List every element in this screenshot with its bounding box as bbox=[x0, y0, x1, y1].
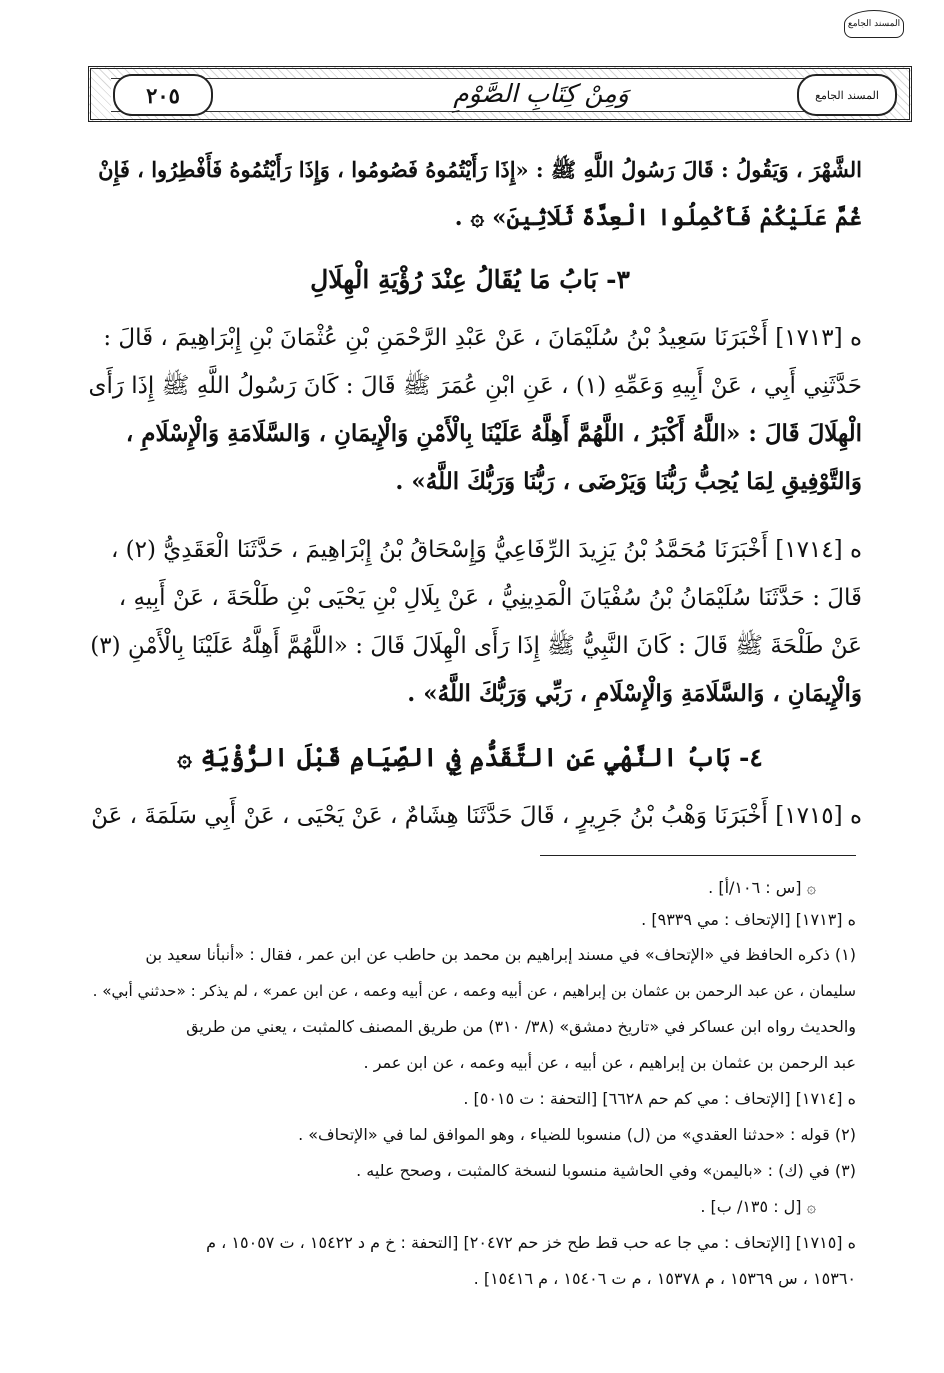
intro-line-2: غُمَّ عَلَيْكُمْ فَأَكْمِلُوا الْعِدَّةَ ثَلَاثِينَ» ۞ . bbox=[454, 204, 862, 231]
footnote-1715-ref-line-2: ١٥٣٦٠ ، س ١٥٣٦٩ ، م ١٥٣٧٨ ، م ت ١٥٤٠٦ ، م ١٥٤١٦] . bbox=[473, 1269, 856, 1288]
hadith-1713-line-4: وَالتَّوْفِيقِ لِمَا يُحِبُّ رَبُّنَا وَيَرْضَى ، رَبُّنَا وَرَبُّكَ اللَّهُ» . bbox=[395, 468, 862, 495]
footnote-1713-ref: ه [١٧١٣] [الإتحاف : مي ٩٣٣٩] . bbox=[641, 910, 856, 929]
hadith-1715-line-1: ه [١٧١٥] أَخْبَرَنَا وَهْبُ بْنُ جَرِيرٍ ، قَالَ حَدَّثَنَا هِشَامٌ ، عَنْ يَحْيَى ، عَنْ أَبِي سَلَمَةَ ، عَنْ bbox=[91, 803, 862, 829]
publisher-emblem: المسند الجامع bbox=[844, 10, 904, 38]
chapter-4-heading: ٤- بَابُ النَّهْيِ عَنِ التَّقَدُّمِ فِي الصِّيَامِ قَبْلَ الرُّؤْيَةِ ۞ bbox=[177, 743, 763, 772]
footnote-1715-ref-line-1: ه [١٧١٥] [الإتحاف : مي جا عه حب قط طح خز حم ٢٠٤٧٢] [التحفة : خ م د ١٥٤٢٢ ، ت ١٥٠٥٧ ، م bbox=[206, 1233, 856, 1252]
hadith-1714-line-3: عَنْ طَلْحَةَ ﷺ قَالَ : كَانَ النَّبِيُّ ﷺ إِذَا رَأَى الْهِلَالَ قَالَ : «اللَّهُمَّ أَهِلَّهُ عَلَيْنَا بِالْأَمْنِ (٣) bbox=[90, 633, 862, 659]
footnote-divider bbox=[540, 855, 856, 856]
intro-line-1: الشَّهْرَ ، وَيَقُولُ : قَالَ رَسُولُ اللَّهِ ﷺ : «إِذَا رَأَيْتُمُوهُ فَصُومُوا ، وَإِذَا رَأَيْتُمُوهُ فَأَفْطِرُوا ، فَإِنْ bbox=[98, 157, 862, 182]
footnote-2: (٢) قوله : «حدثنا العقدي» من (ل) منسوبا للضياء ، وهو الموافق لما في «الإتحاف» . bbox=[298, 1125, 856, 1144]
hadith-1713-line-2: حَدَّثَنِي أَبِي ، عَنْ أَبِيهِ وَعَمِّهِ (١) ، عَنِ ابْنِ عُمَرَ ﷺ قَالَ : كَانَ رَسُولُ اللَّهِ ﷺ إِذَا رَأَى bbox=[88, 373, 862, 399]
footnote-1-line-1: (١) ذكره الحافظ في «الإتحاف» في مسند إبراهيم بن محمد بن حاطب عن ابن عمر ، فقال : «أنبأنا سعيد بن bbox=[145, 945, 856, 964]
hadith-1714-line-2: قَالَ : حَدَّثَنَا سُلَيْمَانُ بْنُ سُفْيَانَ الْمَدِينِيُّ ، عَنْ بِلَالِ بْنِ يَحْيَى بْنِ طَلْحَةَ ، عَنْ أَبِيهِ ، bbox=[118, 585, 862, 611]
page-number: ٢٠٥ bbox=[113, 74, 213, 116]
footnote-1-line-2: سليمان ، عن عبد الرحمن بن عثمان بن إبراهيم ، عن أبيه وعمه ، عن أبيه وعمه ، عن ابن عمر» ، لم يذكر : «حدثني أبي» . bbox=[92, 982, 856, 1000]
footnote-3: (٣) في (ك) : «باليمن» وفي الحاشية منسوبا لنسخة كالمثبت ، وصحح عليه . bbox=[356, 1161, 856, 1180]
running-title: وَمِنْ كِتَابِ الصَّوْمِ bbox=[453, 78, 629, 108]
hadith-1714-line-4: وَالْإِيمَانِ ، وَالسَّلَامَةِ وَالْإِسْلَامِ ، رَبِّي وَرَبُّكَ اللَّهُ» . bbox=[407, 680, 862, 707]
footnote-marker-l: ۞ [ل : ١٣٥/ ب] . bbox=[700, 1197, 816, 1216]
footnote-1-line-4: عبد الرحمن بن عثمان بن إبراهيم ، عن أبيه ، عن أبيه وعمه ، عن ابن عمر . bbox=[363, 1053, 856, 1072]
header-emblem: المسند الجامع bbox=[797, 74, 897, 116]
chapter-3-heading: ٣- بَابُ مَا يُقَالُ عِنْدَ رُؤْيَةِ الْهِلَالِ bbox=[310, 265, 630, 294]
hadith-1713-line-1: ه [١٧١٣] أَخْبَرَنَا سَعِيدُ بْنُ سُلَيْمَانَ ، عَنْ عَبْدِ الرَّحْمَنِ بْنِ عُثْمَانَ بْنِ إِبْرَاهِيمَ ، قَالَ : bbox=[103, 325, 862, 351]
hadith-1714-line-1: ه [١٧١٤] أَخْبَرَنَا مُحَمَّدُ بْنُ يَزِيدَ الرِّفَاعِيُّ وَإِسْحَاقُ بْنُ إِبْرَاهِيمَ ، حَدَّثَنَا الْعَقَدِيُّ (٢) ، bbox=[110, 537, 862, 563]
running-header bbox=[88, 66, 912, 122]
footnote-1714-ref: ه [١٧١٤] [الإتحاف : مي كم حم ٦٦٢٨] [التحفة : ت ٥٠١٥] . bbox=[463, 1089, 856, 1108]
hadith-1713-line-3: الْهِلَالَ قَالَ : «اللَّهُ أَكْبَرُ ، اللَّهُمَّ أَهِلَّهُ عَلَيْنَا بِالْأَمْنِ وَالْإِيمَانِ ، وَالسَّلَامَةِ وَالْإِسْلَامِ ، bbox=[125, 420, 862, 447]
footnote-1-line-3: والحديث رواه ابن عساكر في «تاريخ دمشق» (٣٨/ ٣١٠) من طريق المصنف كالمثبت ، يعني من طريق bbox=[186, 1017, 856, 1036]
footnote-marker-s: ۞ [س : ١٠٦/أ] . bbox=[708, 878, 816, 897]
